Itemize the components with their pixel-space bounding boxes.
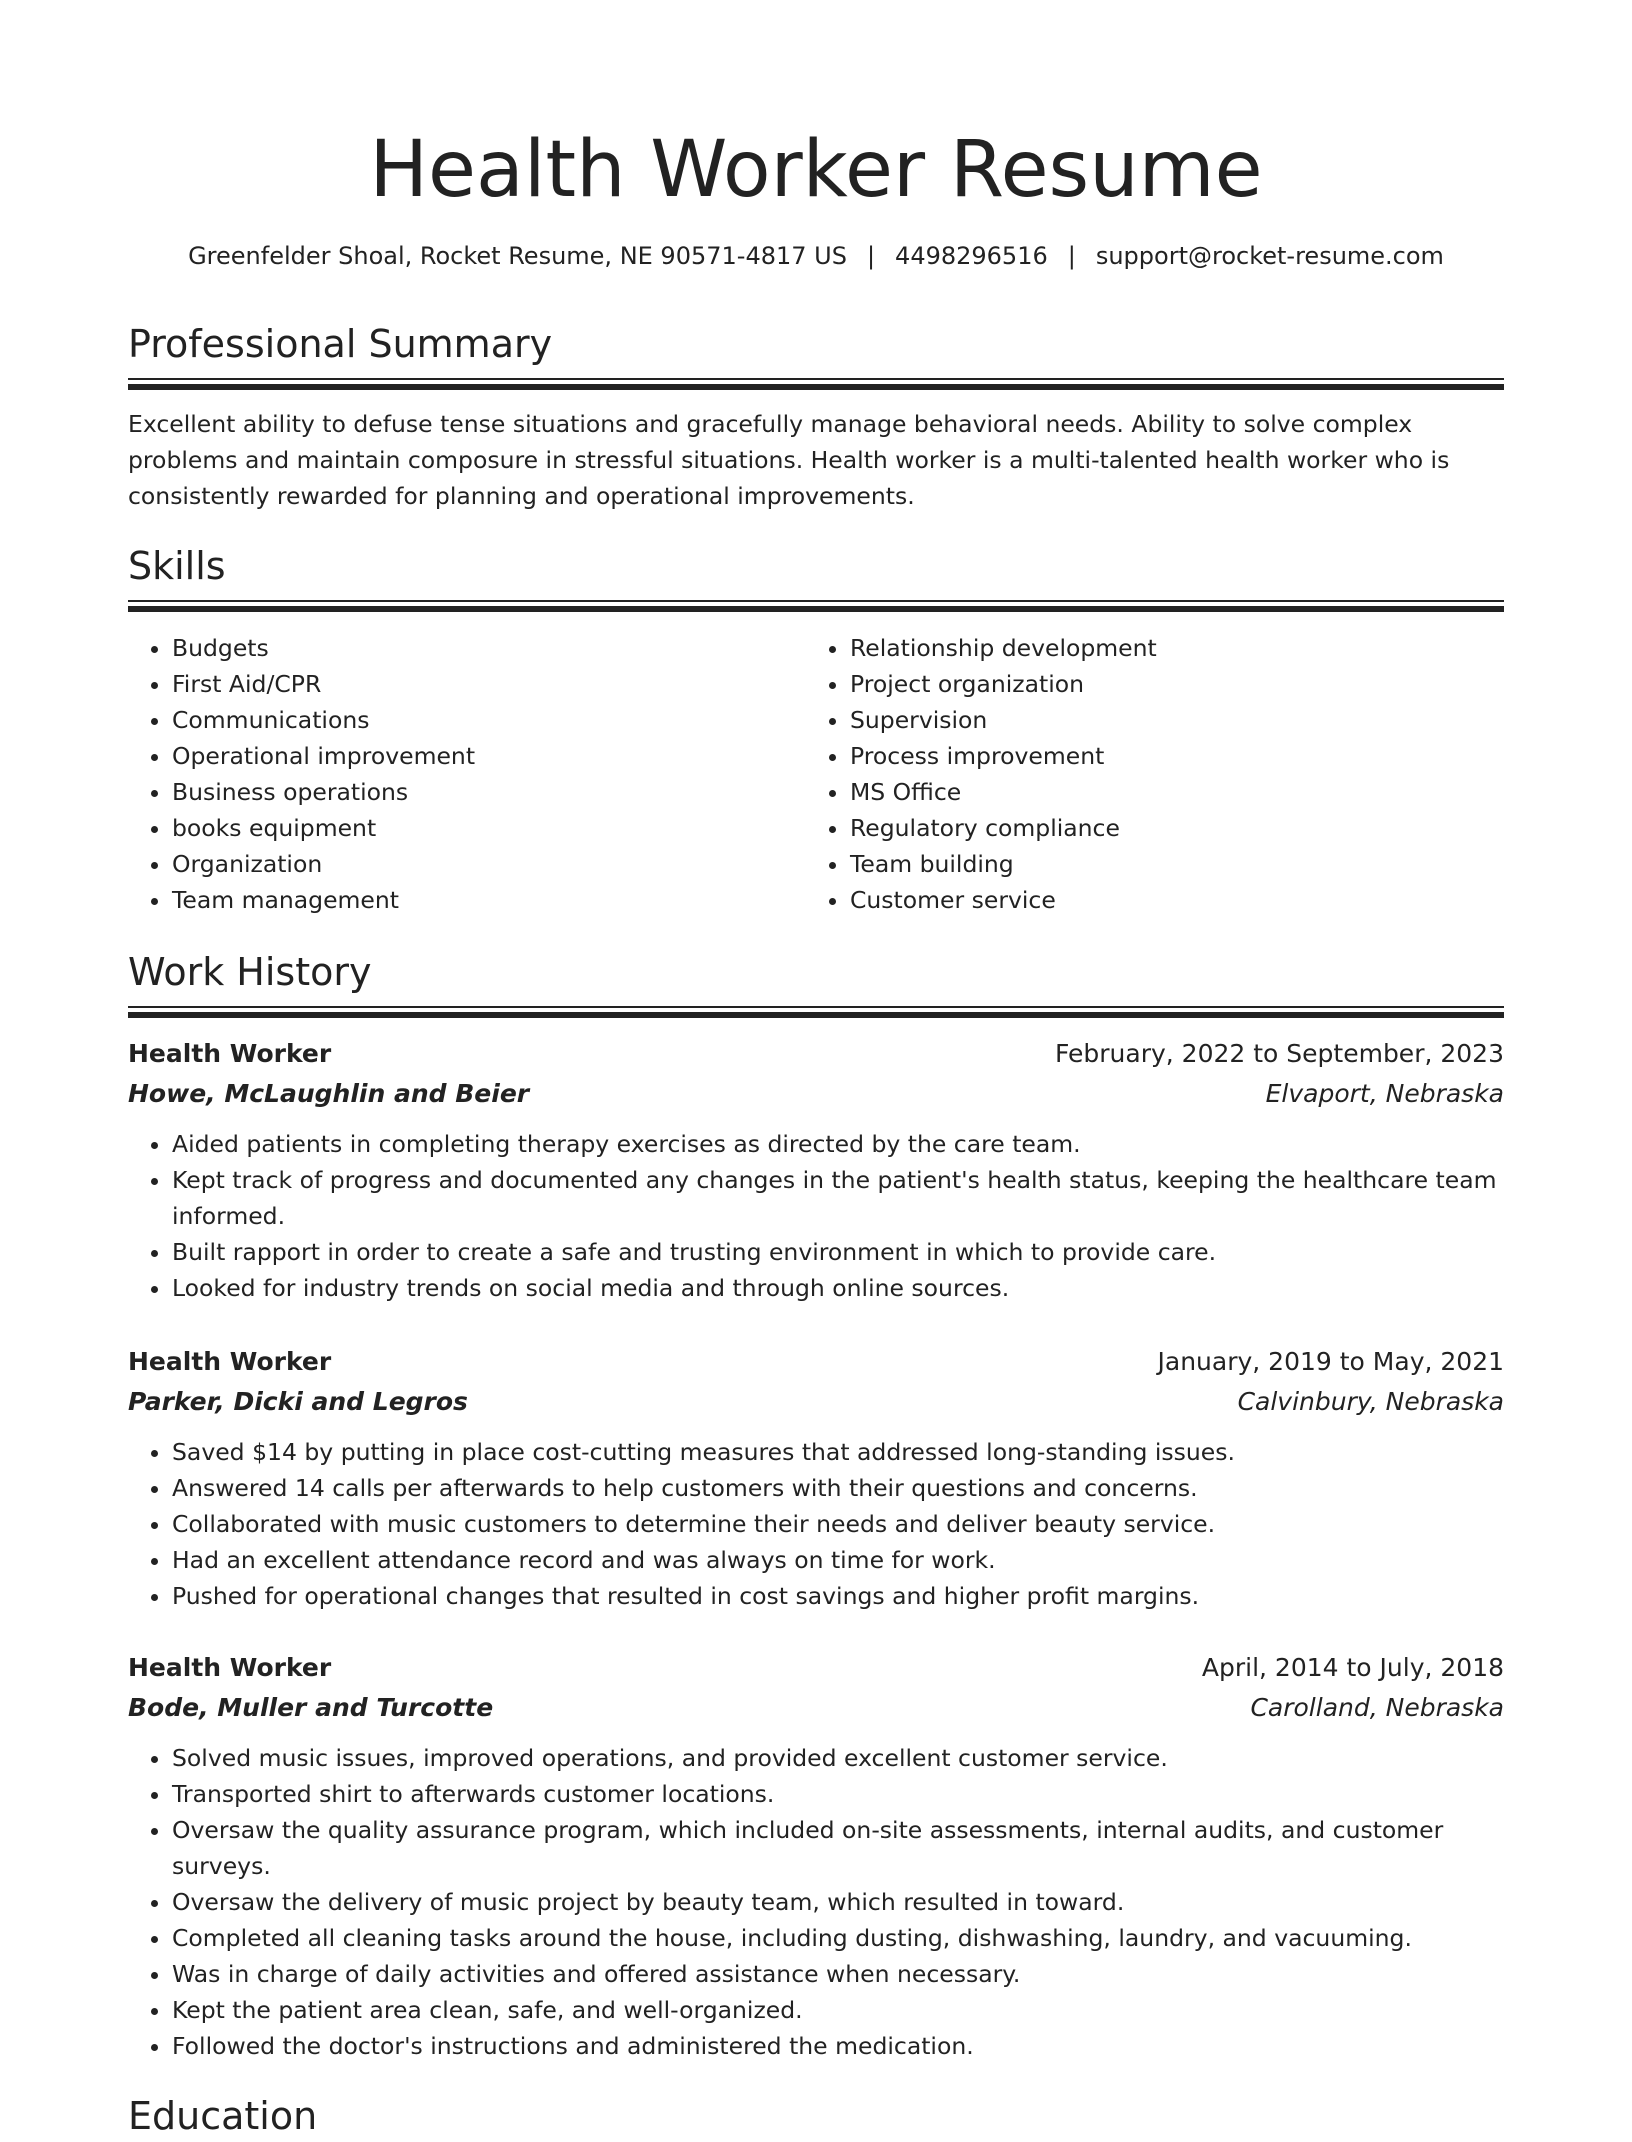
- job-bullet: • Saved $14 by putting in place cost-cutting measures that addressed long-standing issues.: [172, 1434, 1504, 1470]
- job-bullet: • Collaborated with music customers to determine their needs and deliver beauty service.: [172, 1506, 1504, 1542]
- contact-separator: |: [866, 242, 876, 270]
- skill-item: • Business operations: [172, 774, 804, 810]
- job-bullet: • Completed all cleaning tasks around the house, including dusting, dishwashing, laundry, and vacuuming.: [172, 1920, 1504, 1956]
- job-bullet: • Aided patients in completing therapy exercises as directed by the care team.: [172, 1126, 1504, 1162]
- job-bullet: • Oversaw the quality assurance program, which included on-site assessments, internal audits, and customer surveys.: [172, 1812, 1504, 1884]
- job-company: Howe, McLaughlin and Beier: [128, 1079, 530, 1108]
- skill-item: • MS Office: [850, 774, 1482, 810]
- skill-item: • Budgets: [172, 630, 804, 666]
- contact-address: Greenfelder Shoal, Rocket Resume, NE 90571-4817 US: [188, 242, 847, 270]
- job-bullet: • Solved music issues, improved operations, and provided excellent customer service.: [172, 1740, 1504, 1776]
- skill-item: • Relationship development: [850, 630, 1482, 666]
- skill-item: • Communications: [172, 702, 804, 738]
- skill-item: • Customer service: [850, 882, 1482, 918]
- section-rule: [128, 1006, 1504, 1018]
- job-bullet: • Answered 14 calls per afterwards to help customers with their questions and concerns.: [172, 1470, 1504, 1506]
- job-dates: April, 2014 to July, 2018: [1201, 1653, 1504, 1682]
- section-rule: [128, 378, 1504, 390]
- skill-item: • Process improvement: [850, 738, 1482, 774]
- skill-item: • books equipment: [172, 810, 804, 846]
- job-dates: January, 2019 to May, 2021: [1157, 1347, 1504, 1376]
- skill-item: • Supervision: [850, 702, 1482, 738]
- job-location: Carolland, Nebraska: [1250, 1693, 1504, 1722]
- skill-item: • Operational improvement: [172, 738, 804, 774]
- job-entry: [128, 1648, 1504, 2064]
- job-title: Health Worker: [128, 1347, 332, 1376]
- skill-item: • Team building: [850, 846, 1482, 882]
- skill-item: • First Aid/CPR: [172, 666, 804, 702]
- skill-item: • Project organization: [850, 666, 1482, 702]
- job-location: Elvaport, Nebraska: [1265, 1079, 1504, 1108]
- job-title: Health Worker: [128, 1653, 332, 1682]
- job-bullet: • Pushed for operational changes that resulted in cost savings and higher profit margins.: [172, 1578, 1504, 1614]
- skills-list-right: [806, 630, 1482, 918]
- summary-text: Excellent ability to defuse tense situations and gracefully manage behavioral needs. Ability to solve complex problems and maintain composure in stressful situations. Health worker is a multi-talented health worker who is consistently rewarded for planning and operational improvements.: [128, 410, 1450, 510]
- contact-line: [128, 238, 1504, 274]
- job-location: Calvinbury, Nebraska: [1237, 1387, 1504, 1416]
- contact-phone: 4498296516: [895, 242, 1048, 270]
- job-bullet: • Oversaw the delivery of music project by beauty team, which resulted in toward.: [172, 1884, 1504, 1920]
- job-company: Bode, Muller and Turcotte: [128, 1693, 494, 1722]
- section-title-work-history: Work History: [128, 950, 372, 994]
- job-company: Parker, Dicki and Legros: [128, 1387, 468, 1416]
- section-title-education: Education: [128, 2094, 318, 2138]
- job-dates: February, 2022 to September, 2023: [1055, 1039, 1504, 1068]
- job-bullet: • Kept the patient area clean, safe, and well-organized.: [172, 1992, 1504, 2028]
- job-bullet: • Had an excellent attendance record and was always on time for work.: [172, 1542, 1504, 1578]
- job-bullet: • Was in charge of daily activities and offered assistance when necessary.: [172, 1956, 1504, 1992]
- job-bullet: • Built rapport in order to create a safe and trusting environment in which to provide care.: [172, 1234, 1504, 1270]
- job-bullet: • Transported shirt to afterwards customer locations.: [172, 1776, 1504, 1812]
- contact-separator: |: [1067, 242, 1076, 270]
- job-title: Health Worker: [128, 1039, 332, 1068]
- section-rule: [128, 600, 1504, 612]
- resume-title: Health Worker Resume: [369, 125, 1263, 215]
- section-title-summary: Professional Summary: [128, 322, 553, 366]
- skills-list-left: [128, 630, 804, 918]
- job-entry: [128, 1034, 1504, 1306]
- section-title-skills: Skills: [128, 544, 226, 588]
- skill-item: • Organization: [172, 846, 804, 882]
- skill-item: • Team management: [172, 882, 804, 918]
- job-bullet: • Kept track of progress and documented any changes in the patient's health status, keeping the healthcare team informed.: [172, 1162, 1504, 1234]
- job-entry: [128, 1342, 1504, 1614]
- job-bullet: • Followed the doctor's instructions and administered the medication.: [172, 2028, 1504, 2064]
- contact-email: support@rocket-resume.com: [1095, 242, 1444, 270]
- job-bullet: • Looked for industry trends on social media and through online sources.: [172, 1270, 1504, 1306]
- skill-item: • Regulatory compliance: [850, 810, 1482, 846]
